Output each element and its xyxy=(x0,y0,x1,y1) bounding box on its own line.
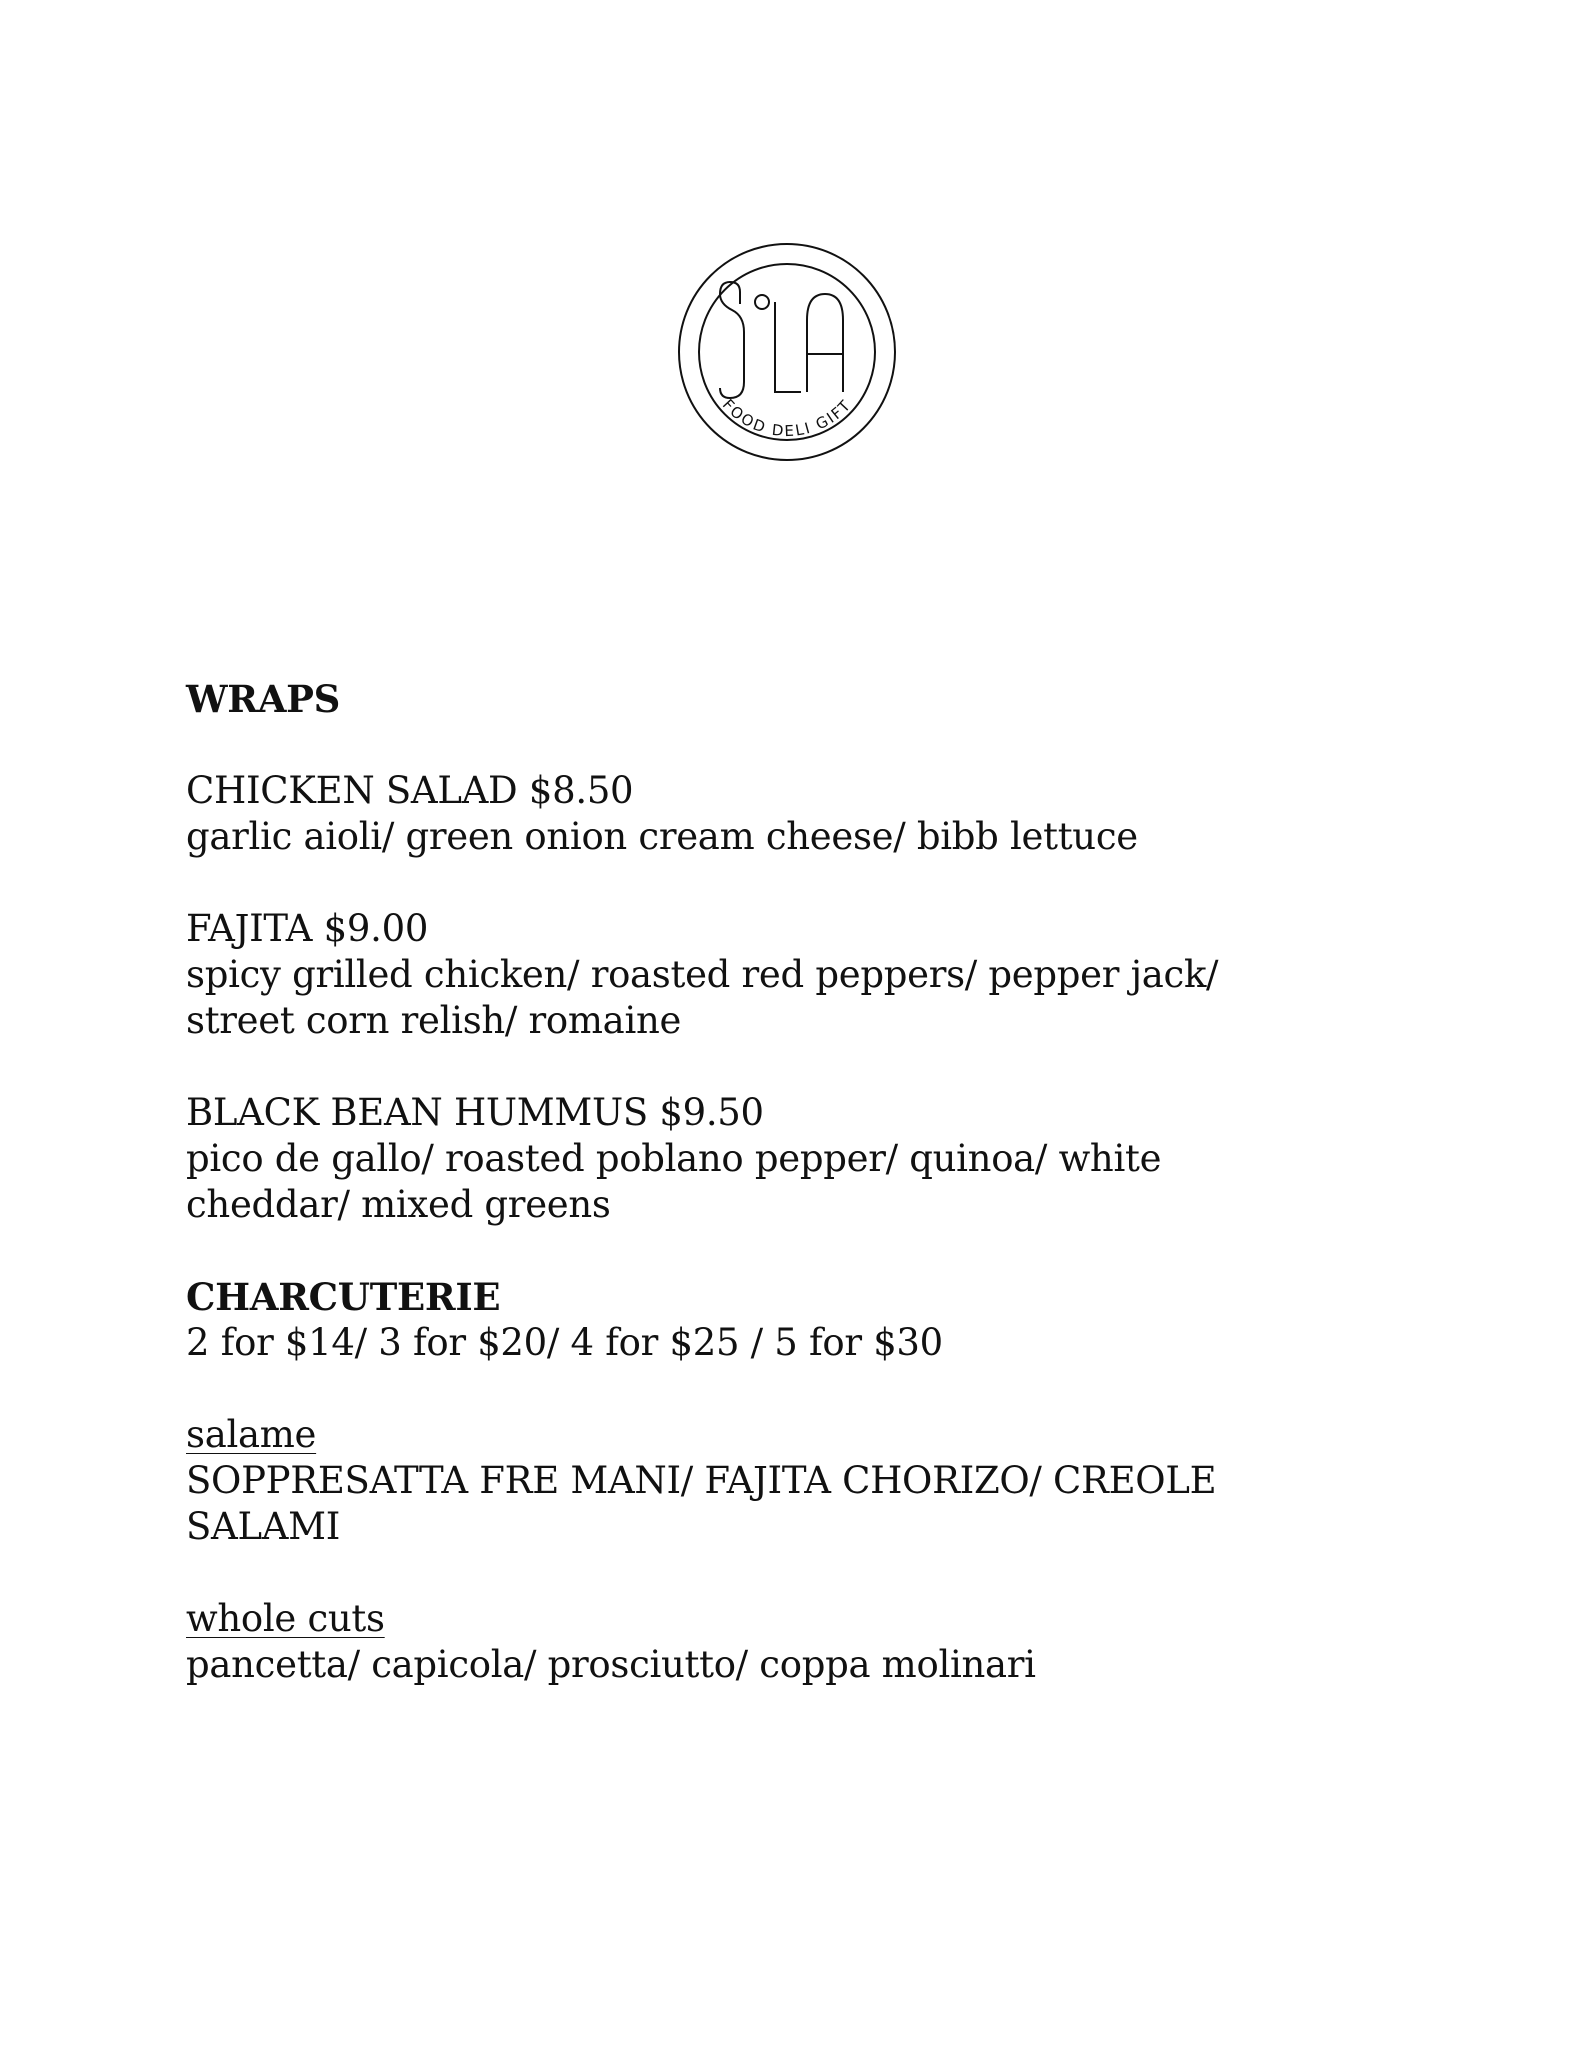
item-title: BLACK BEAN HUMMUS $9.50 xyxy=(186,1091,764,1134)
subcategory-salame xyxy=(186,1412,1386,1550)
subcategory-whole-cuts xyxy=(186,1596,1386,1688)
wraps-heading: WRAPS xyxy=(186,677,341,721)
svg-text:FOOD DELI GIFT xyxy=(719,396,855,441)
item-description: street corn relish/ romaine xyxy=(186,999,682,1042)
item-description: spicy grilled chicken/ roasted red peppers/ pepper jack/ xyxy=(186,953,1219,996)
item-title: CHICKEN SALAD $8.50 xyxy=(186,769,634,812)
charcuterie-pricing: 2 for $14/ 3 for $20/ 4 for $25 / 5 for $30 xyxy=(186,1321,943,1364)
menu-item-chicken-salad xyxy=(186,768,1386,860)
item-description: cheddar/ mixed greens xyxy=(186,1183,611,1226)
logo-tagline: FOOD DELI GIFT xyxy=(718,395,856,441)
subcategory-items: pancetta/ capicola/ prosciutto/ coppa molinari xyxy=(186,1643,1036,1686)
sola-logo-mark xyxy=(677,242,897,462)
item-description: pico de gallo/ roasted poblano pepper/ quinoa/ white xyxy=(186,1137,1162,1180)
menu-item-black-bean-hummus xyxy=(186,1090,1386,1228)
subcategory-label: whole cuts xyxy=(186,1597,385,1640)
item-title: FAJITA $9.00 xyxy=(186,907,429,950)
subcategory-items: SOPPRESATTA FRE MANI/ FAJITA CHORIZO/ CREOLE xyxy=(186,1459,1217,1502)
sola-logo xyxy=(677,242,897,462)
subcategory-label: salame xyxy=(186,1413,317,1456)
charcuterie-section xyxy=(186,1274,1386,1366)
charcuterie-heading: CHARCUTERIE xyxy=(186,1275,501,1319)
menu-item-fajita xyxy=(186,906,1386,1044)
menu-content xyxy=(186,676,1386,1688)
item-description: garlic aioli/ green onion cream cheese/ bibb lettuce xyxy=(186,815,1138,858)
subcategory-items: SALAMI xyxy=(186,1505,341,1548)
